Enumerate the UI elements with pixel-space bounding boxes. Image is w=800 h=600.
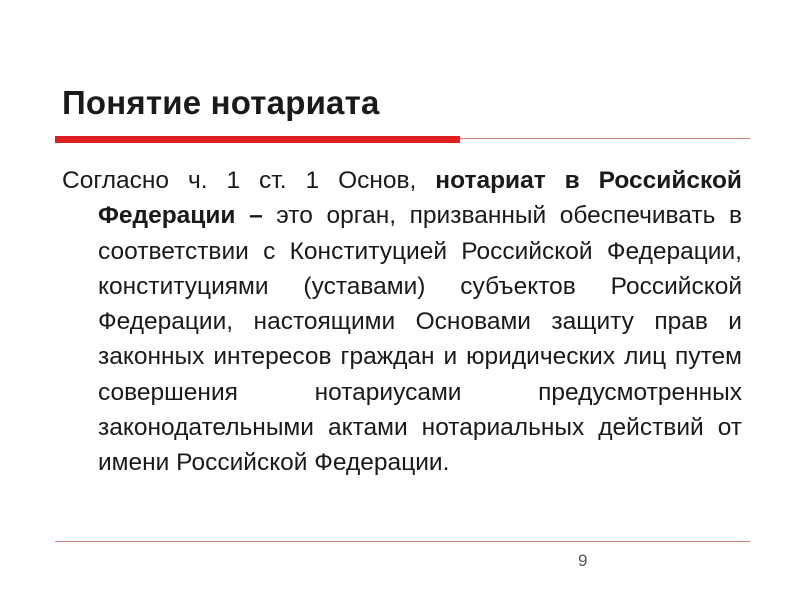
body-intro: Согласно ч. 1 ст. 1 Основ, bbox=[62, 167, 436, 194]
page-number: 9 bbox=[578, 551, 588, 570]
body-emphasis: нотариат в Российской Федерации – bbox=[98, 167, 742, 230]
footer-divider bbox=[55, 541, 750, 542]
slide-body bbox=[62, 163, 742, 481]
slide-title: Понятие нотариата bbox=[62, 84, 380, 121]
body-rest: это орган, призванный обеспечивать в соответствии с Конституцией Российской Федерации, конституциями (уставами) субъектов Российской Федерации, настоящими Основами защиту прав и законных интересов граждан и юридических лиц путем совершения нотариусами предусмотренных законодательными актами нотариальных действий от имени Российской Федерации. bbox=[98, 202, 742, 477]
title-divider-accent bbox=[55, 136, 460, 143]
